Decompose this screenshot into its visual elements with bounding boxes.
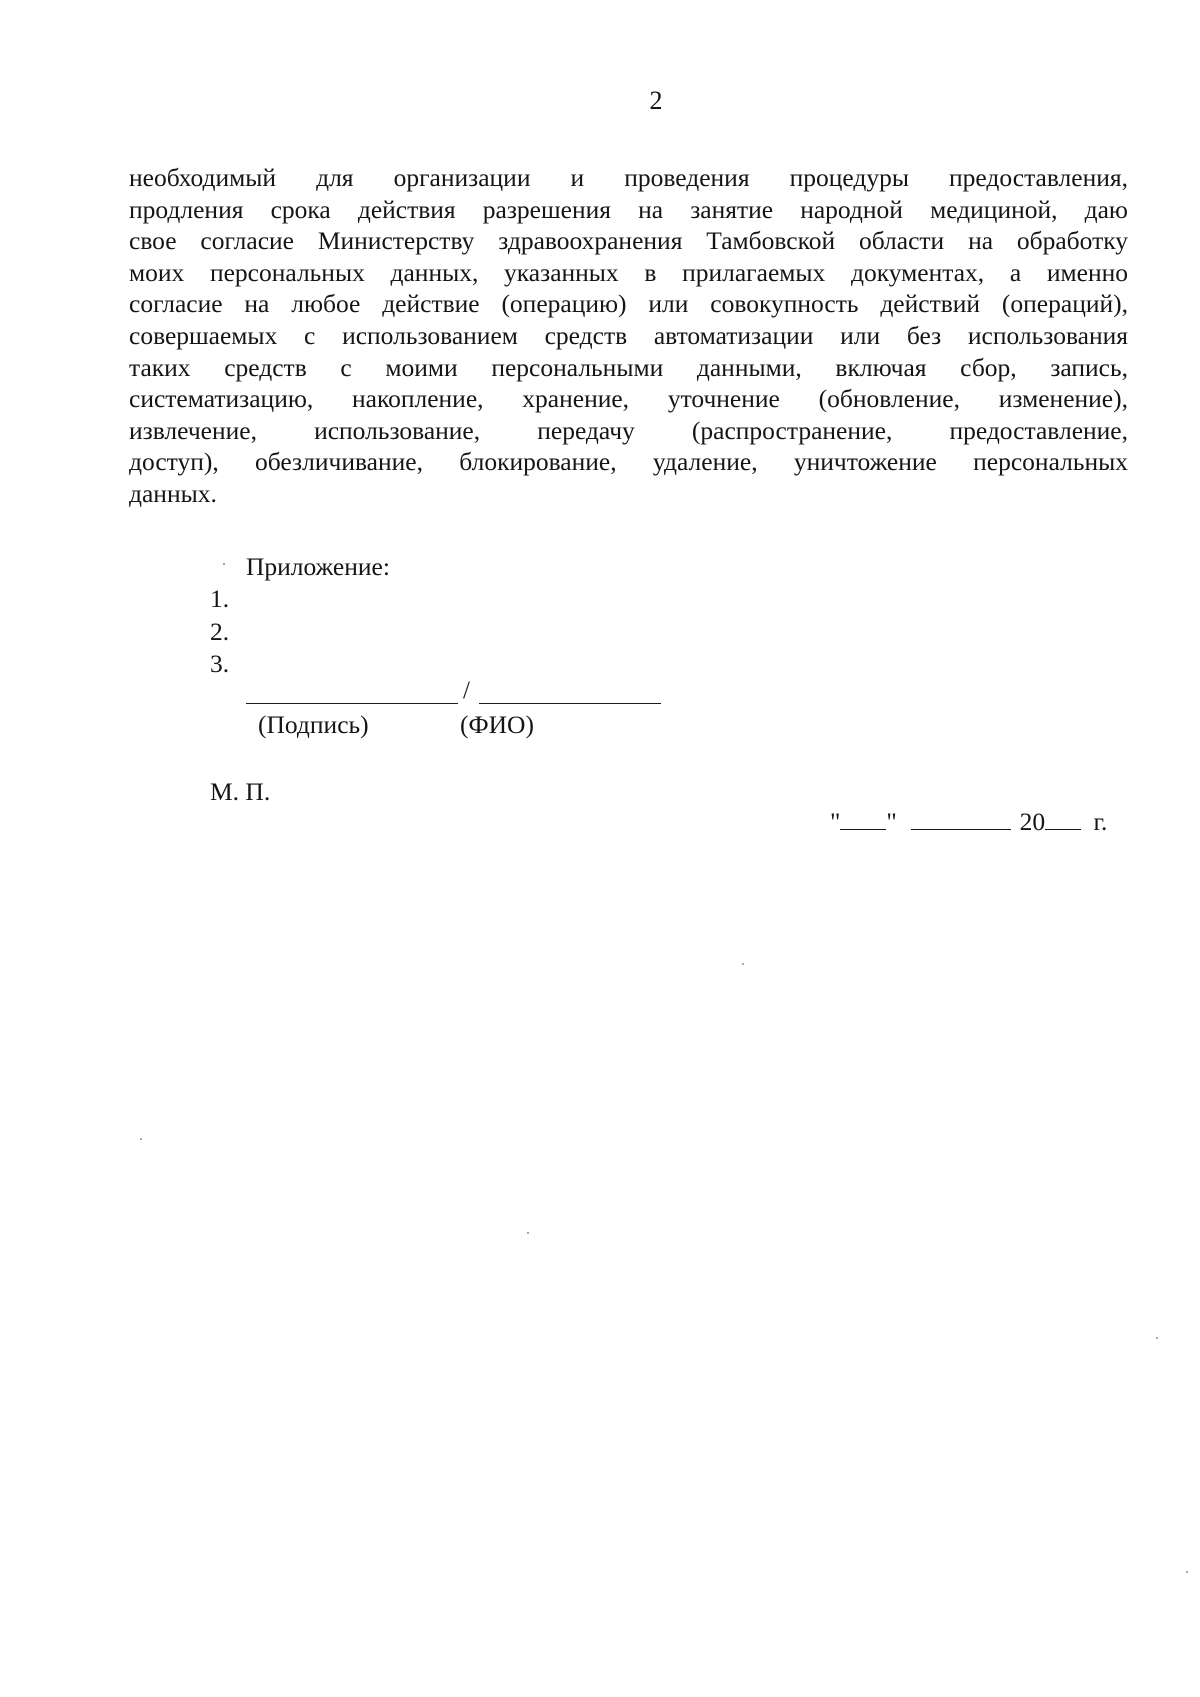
paragraph-line: систематизацию, накопление, хранение, уточнение (обновление, изменение), <box>129 384 1128 414</box>
paragraph-line: свое согласие Министерству здравоохранения Тамбовской области на обработку <box>129 226 1128 256</box>
paragraph-line: продления срока действия разрешения на занятие народной медициной, даю <box>129 194 1128 224</box>
scan-speck <box>140 1138 142 1140</box>
paragraph-line: моих персональных данных, указанных в прилагаемых документах, а именно <box>129 257 1128 287</box>
paragraph-line: таких средств с моими персональными данными, включая сбор, запись, <box>129 352 1128 382</box>
appendix-item: 2. <box>210 616 230 646</box>
year-blank[interactable] <box>1045 809 1081 830</box>
year-prefix: 20 <box>1019 807 1046 836</box>
paragraph-line: необходимый для организации и проведения процедуры предоставления, <box>129 163 1128 192</box>
scan-speck <box>742 963 744 965</box>
scan-speck <box>527 1232 529 1234</box>
day-blank[interactable] <box>840 809 886 830</box>
name-line[interactable] <box>479 703 661 704</box>
scan-speck <box>1186 1571 1188 1573</box>
year-suffix: г. <box>1093 807 1108 836</box>
appendix-title: Приложение: <box>246 552 390 581</box>
signature-caption: (Подпись) <box>258 710 369 739</box>
signature-separator: / <box>463 677 470 704</box>
appendix-item: 3. <box>210 649 230 678</box>
paragraph-line: доступ), обезличивание, блокирование, удаление, уничтожение персональных <box>129 447 1128 477</box>
date-open-quote: " <box>830 807 841 836</box>
consent-paragraph <box>129 162 1128 510</box>
paragraph-line: совершаемых с использованием средств автоматизации или без использования <box>129 320 1128 350</box>
signature-line[interactable] <box>246 703 458 704</box>
appendix-list <box>210 583 229 681</box>
date-line <box>830 807 1107 837</box>
paragraph-line: данных. <box>129 478 217 508</box>
name-caption: (ФИО) <box>460 710 534 739</box>
stamp-place-label: М. П. <box>210 777 271 806</box>
paragraph-line: извлечение, использование, передачу (распространение, предоставление, <box>129 415 1128 445</box>
scan-speck <box>223 563 225 565</box>
month-blank[interactable] <box>911 809 1011 830</box>
date-close-quote: " <box>886 807 897 836</box>
paragraph-line: согласие на любое действие (операцию) или совокупность действий (операций), <box>129 289 1128 319</box>
page-number: 2 <box>649 86 663 115</box>
appendix-item: 1. <box>210 584 230 613</box>
scan-speck <box>1156 1337 1158 1339</box>
